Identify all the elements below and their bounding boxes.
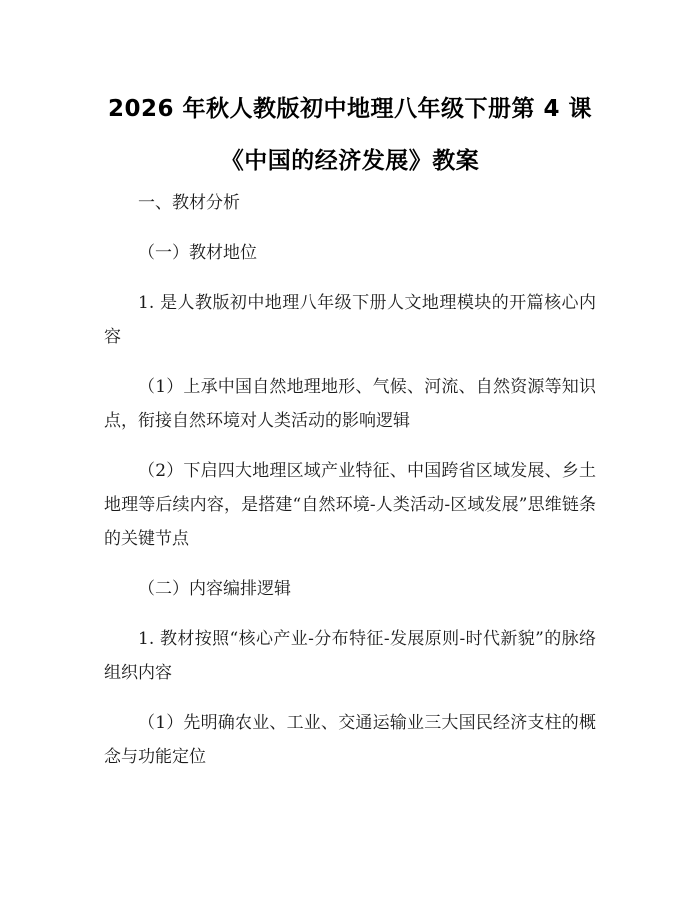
paragraph: 1. 教材按照“核心产业-分布特征-发展原则-时代新貌”的脉络组织内容 xyxy=(104,629,596,683)
paragraph: （1）上承中国自然地理地形、气候、河流、自然资源等知识点，衔接自然环境对人类活动的影响逻辑 xyxy=(104,377,596,431)
document-title-line-2: 《中国的经济发展》教案 xyxy=(220,148,480,174)
paragraph: （2）下启四大地理区域产业特征、中国跨省区域发展、乡土地理等后续内容，是搭建“自然环境-人类活动-区域发展”思维链条的关键节点 xyxy=(104,461,596,549)
section-heading-1: 一、教材分析 xyxy=(138,193,240,213)
subsection-heading-1: （一）教材地位 xyxy=(138,243,257,263)
paragraph: （1）先明确农业、工业、交通运输业三大国民经济支柱的概念与功能定位 xyxy=(104,713,596,767)
document-title-line-1: 2026 年秋人教版初中地理八年级下册第 4 课 xyxy=(107,96,593,122)
subsection-heading-2: （二）内容编排逻辑 xyxy=(138,579,291,599)
paragraph: 1. 是人教版初中地理八年级下册人文地理模块的开篇核心内容 xyxy=(104,293,596,347)
